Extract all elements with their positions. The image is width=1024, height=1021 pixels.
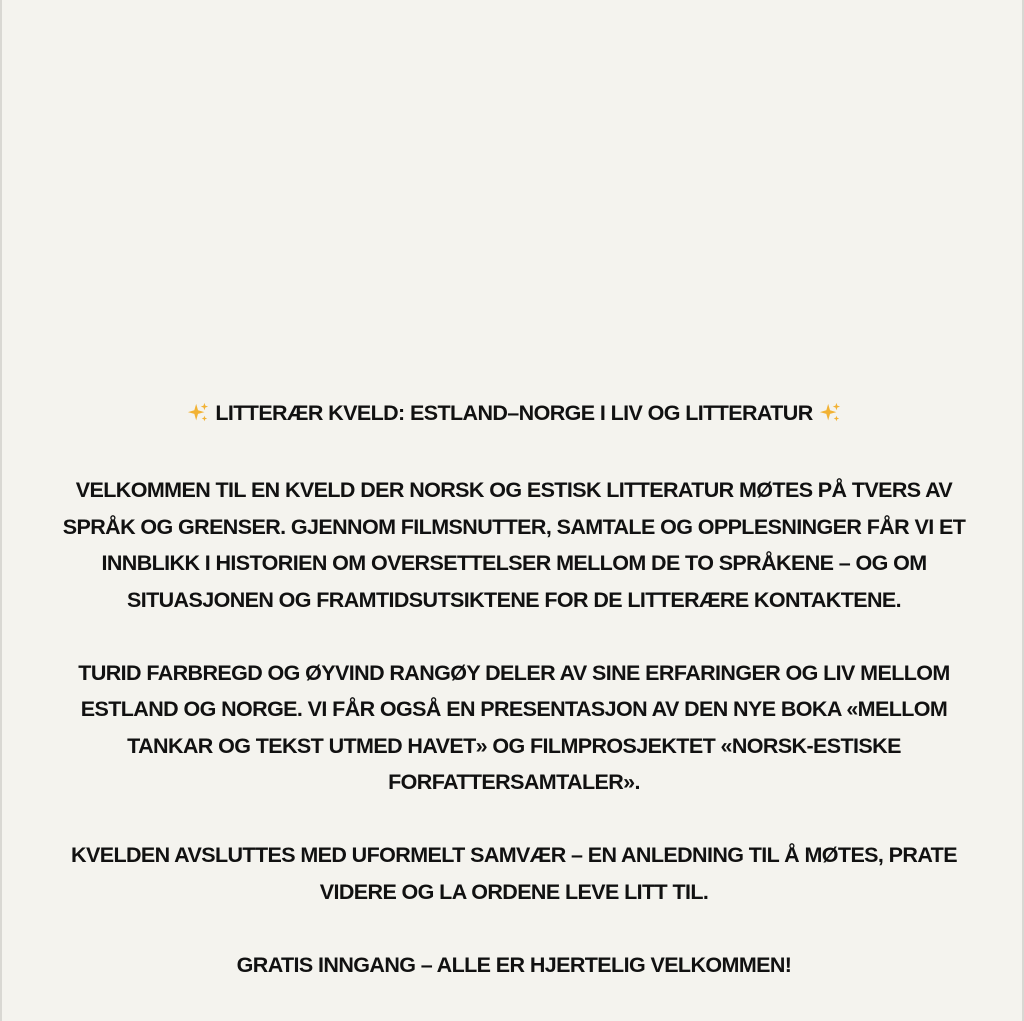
closing-line: VIDERE OG LA ORDENE LEVE LITT TIL. (319, 879, 709, 904)
speakers-line: FORFATTERSAMTALER». (388, 770, 640, 795)
intro-line: SITUASJONEN OG FRAMTIDSUTSIKTENE FOR DE LITTERÆRE KONTAKTENE. (126, 587, 902, 612)
intro-line: VELKOMMEN TIL EN KVELD DER NORSK OG ESTISK LITTERATUR MØTES PÅ TVERS AV (75, 478, 953, 503)
closing-line: KVELDEN AVSLUTTES MED UFORMELT SAMVÆR – EN ANLEDNING TIL Å MØTES, PRATE (71, 843, 957, 868)
speakers-line: ESTLAND OG NORGE. VI FÅR OGSÅ EN PRESENTASJON AV DEN NYE BOKA «MELLOM (80, 697, 948, 722)
intro-line: INNBLIKK I HISTORIEN OM OVERSETTELSER MELLOM DE TO SPRÅKENE – OG OM (101, 551, 927, 576)
event-title-text: LITTERÆR KVELD: ESTLAND–NORGE I LIV OG LITTERATUR (215, 401, 813, 425)
intro-paragraph (12, 472, 1016, 618)
speakers-line: TURID FARBREGD OG ØYVIND RANGØY DELER AV SINE ERFARINGER OG LIV MELLOM (78, 660, 950, 685)
speakers-line: TANKAR OG TEKST UTMED HAVET» OG FILMPROSJEKTET «NORSK-ESTISKE (127, 733, 901, 758)
event-description (12, 395, 1016, 1020)
free-entry-text: GRATIS INNGANG – ALLE ER HJERTELIG VELKOMMEN! (236, 952, 792, 977)
sparkles-icon (187, 402, 209, 424)
intro-line: SPRÅK OG GRENSER. GJENNOM FILMSNUTTER, SAMTALE OG OPPLESNINGER FÅR VI ET (62, 514, 966, 539)
sparkles-icon (819, 402, 841, 424)
event-title (12, 395, 1016, 436)
closing-paragraph (12, 837, 1016, 910)
speakers-paragraph (12, 655, 1016, 801)
